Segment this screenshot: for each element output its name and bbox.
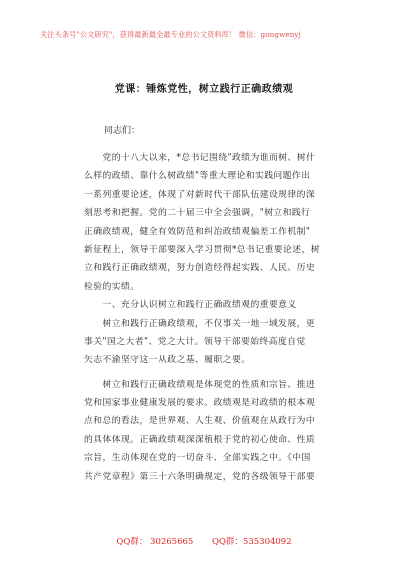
section-heading: 一、充分认识树立和践行正确政绩观的重要意义 [84,300,297,311]
salutation: 同志们： [104,126,141,136]
body-line: 立和践行正确政绩观，努力创造经得起实践、人民、历史 [84,263,316,274]
body-line: 点和总的看法，是世界观、人生观、价值观在从政行为中 [84,416,316,427]
body-line: 事关"国之大者"、党之大计。领导干部要始终高度自觉 [84,336,306,347]
body-line: 党的十八大以来，*总书记围绕"政绩为谁而树、树什 [84,153,316,163]
footer-contact [0,535,408,547]
body-line: 一系列重要论述，体现了对新时代干部队伍建设规律的深 [84,189,316,200]
body-line: 树立和践行正确政绩观是体现党的性质和宗旨、推进 [84,379,316,390]
footer-qq-group-1: QQ群： 30265665 [116,537,194,547]
document-title: 党课：锤炼党性，树立践行正确政绩观 [114,84,294,95]
body-line: 正确政绩观，健全有效防范和纠治政绩观偏差工作机制" [84,226,311,237]
header-notice: 关注头条号"公文研究"，获得最新最全最专业的公文资料库！ 微信：gongwenyj [40,30,301,39]
body-line: 宗旨，生动体现在党的一切奋斗、全部实践之中。《中国 [84,453,311,464]
body-line: 刻思考和把握。党的二十届三中全会强调，"树立和践行 [84,208,311,219]
body-line: 的具体体现。正确政绩观深深植根于党的初心使命、性质 [84,434,316,445]
body-line: 新征程上，领导干部要深入学习贯彻*总书记重要论述，树 [84,244,321,255]
body-line: 共产党章程》第三十六条明确规定，党的各级领导干部要 [84,471,316,482]
footer-qq-group-2: QQ群：535304092 [212,537,292,547]
body-line: 树立和践行正确政绩观，不仅事关一地一域发展，更 [84,318,316,329]
body-line: 矢志不渝坚守这一从政之基、履职之要。 [84,355,251,366]
document-body [84,149,369,486]
body-line: 党和国家事业健康发展的要求。政绩观是对政绩的根本观 [84,398,316,409]
body-line: 么样的政绩、靠什么树政绩"等重大理论和实践问题作出 [84,171,311,182]
body-line: 检验的实绩。 [84,281,140,292]
